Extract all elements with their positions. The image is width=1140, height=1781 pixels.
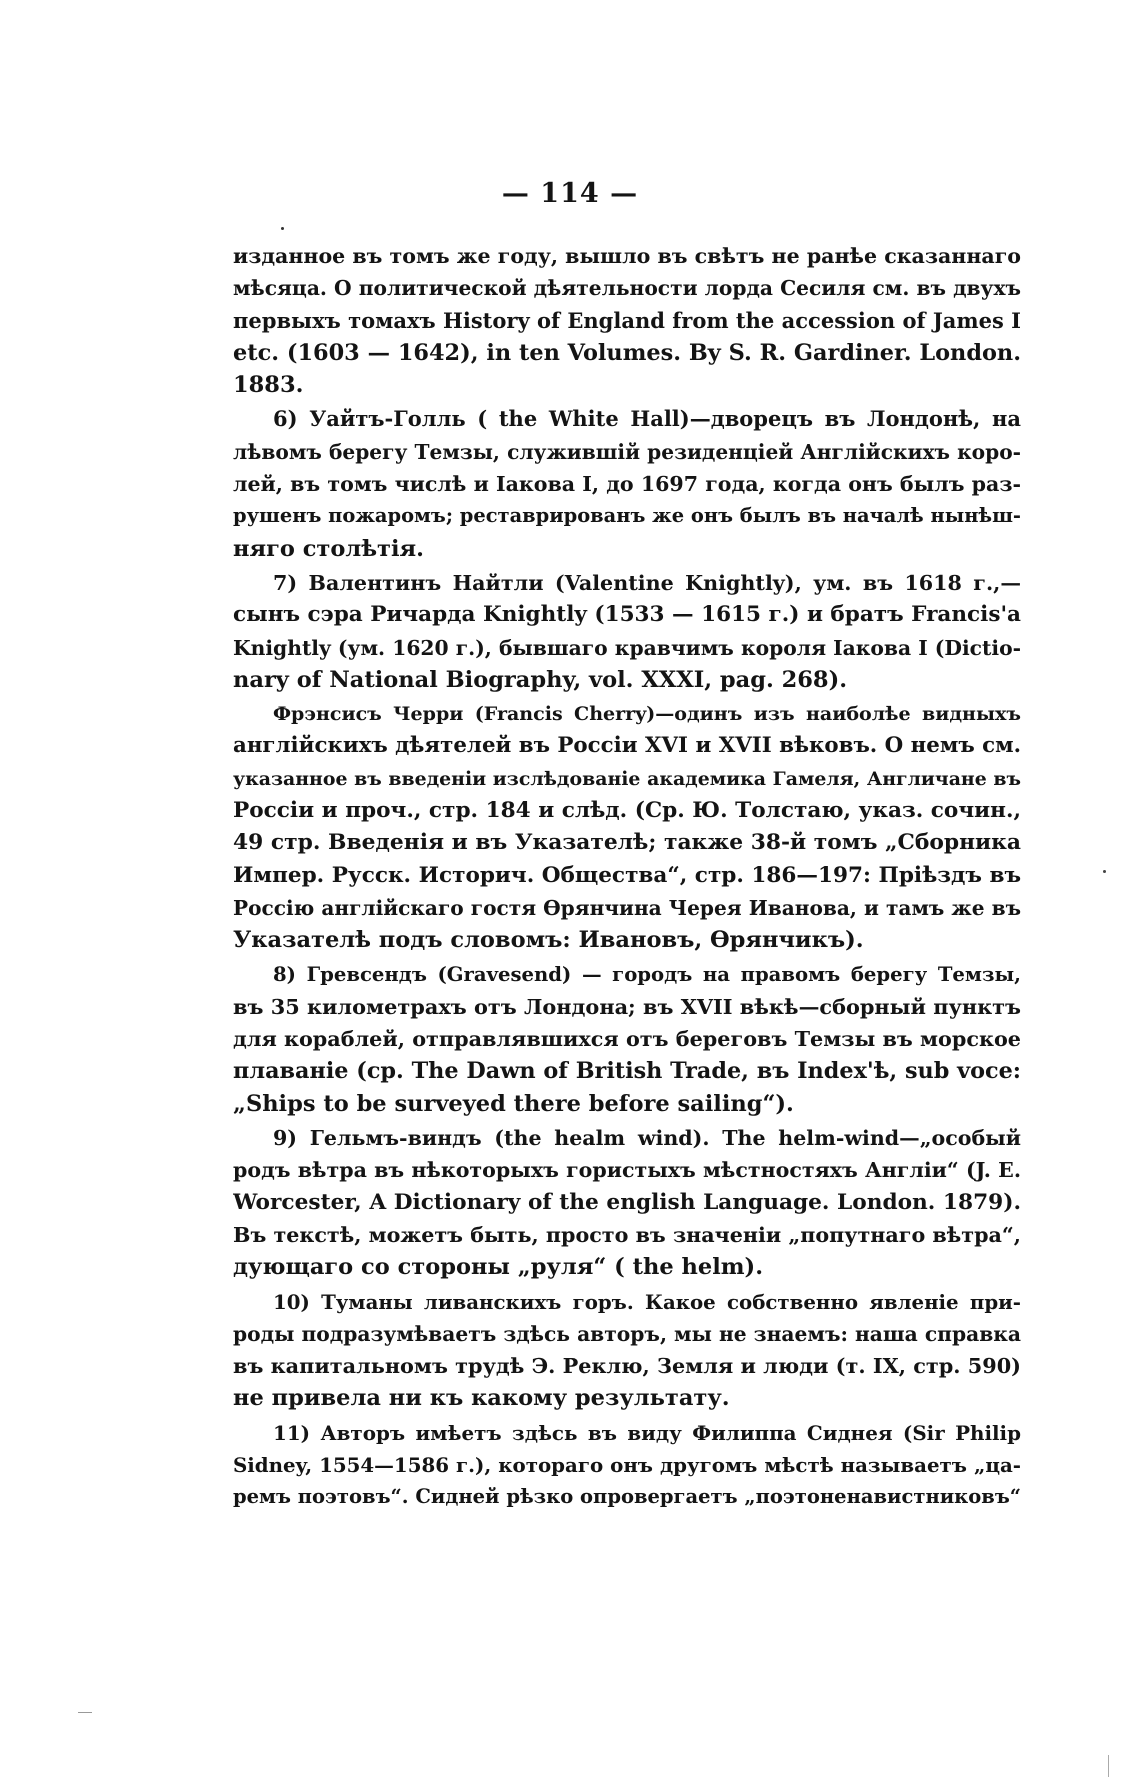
text-line: Указателѣ подъ словомъ: Ивановъ, Өрянчикъ).	[233, 927, 864, 954]
text-line: плаваніе (ср. The Dawn of British Trade, въ Index'ѣ, sub voce:	[233, 1058, 1021, 1085]
note-10	[233, 1286, 1021, 1415]
text-line: Въ текстѣ, можетъ быть, просто въ значеніи „попутнаго вѣтра“,	[233, 1222, 1021, 1247]
text-line: въ капитальномъ трудѣ Э. Реклю, Земля и люди (т. IX, стр. 590)	[233, 1353, 1021, 1379]
text-line: Россію англійскаго гостя Өрянчина Черея Иванова, и тамъ же въ	[233, 895, 1021, 920]
scan-artifact-right	[1108, 1755, 1109, 1777]
text-line: для кораблей, отправлявшихся отъ береговъ Темзы въ морское	[233, 1027, 1021, 1052]
note-cherry	[233, 698, 1021, 956]
text-line: Worcester, A Dictionary of the english Language. London. 1879).	[233, 1189, 1021, 1215]
text-line: роды подразумѣваетъ здѣсь авторъ, мы не знаемъ: наша справка	[233, 1321, 1021, 1346]
text-line: 1883.	[233, 372, 304, 399]
note-8	[233, 959, 1021, 1120]
paragraph-continuation	[233, 240, 1021, 401]
page-number: — 114 —	[501, 178, 639, 209]
text-line: Россіи и проч., стр. 184 и слѣд. (Ср. Ю. Толстаю, указ. сочин.,	[233, 798, 1021, 824]
scan-speck-margin	[1103, 870, 1106, 873]
text-line: Фрэнсисъ Черри (Francis Cherry)—одинъ изъ наиболѣе видныхъ	[273, 703, 1021, 726]
text-line: няго столѣтія.	[233, 535, 424, 562]
text-line: Sidney, 1554—1586 г.), котораго онъ другомъ мѣстѣ называетъ „ца-	[233, 1452, 1021, 1477]
text-line: ремъ поэтовъ“. Сидней рѣзко опровергаетъ „поэтоненавистниковъ“	[233, 1485, 1021, 1509]
text-line: первыхъ томахъ History of England from the accession of James I	[233, 307, 1021, 333]
text-line: въ 35 километрахъ отъ Лондона; въ XVII вѣкѣ—сборный пунктъ	[233, 993, 1021, 1019]
text-line: Импер. Русск. Историч. Общества“, стр. 186—197: Пріѣздъ въ	[233, 862, 1021, 888]
text-line: не привела ни къ какому результату.	[233, 1385, 730, 1412]
text-line: родъ вѣтра въ нѣкоторыхъ гористыхъ мѣстностяхъ Англіи“ (J. E.	[233, 1158, 1021, 1183]
scan-speck	[281, 227, 284, 230]
note-9	[233, 1122, 1021, 1283]
note-7	[233, 567, 1021, 696]
footnotes-text	[233, 240, 1021, 1514]
text-line: рушенъ пожаромъ; реставрированъ же онъ былъ въ началѣ нынѣш-	[233, 504, 1021, 528]
text-line: 8) Гревсендъ (Gravesend) — городъ на правомъ берегу Темзы,	[273, 962, 1021, 986]
text-line: 9) Гельмъ-виндъ (the healm wind). The helm-wind—„особый	[273, 1126, 1021, 1151]
text-line: сынъ сэра Ричарда Knightly (1533 — 1615 г.) и братъ Francis'a	[233, 602, 1021, 628]
note-6	[233, 403, 1021, 564]
text-line: англійскихъ дѣятелей въ Россіи XVI и XVII вѣковъ. О немъ см.	[233, 733, 1021, 759]
text-line: nary of National Biography, vol. XXXI, pag. 268).	[233, 666, 848, 693]
text-line: etc. (1603 — 1642), in ten Volumes. By S. R. Gardiner. London.	[233, 339, 1021, 366]
text-line: 6) Уайтъ-Голль ( the White Hall)—дворецъ въ Лондонѣ, на	[273, 406, 1021, 432]
text-line: „Ships to be surveyed there before sailing“).	[233, 1090, 794, 1117]
note-11	[233, 1417, 1021, 1514]
text-line: указанное въ введеніи изслѣдованіе академика Гамеля, Англичане въ	[233, 767, 1021, 790]
text-line: изданное въ томъ же году, вышло въ свѣтъ не ранѣе сказаннаго	[233, 244, 1021, 268]
text-line: 49 стр. Введенія и въ Указателѣ; также 38-й томъ „Сборника	[233, 830, 1021, 856]
text-line: 11) Авторъ имѣетъ здѣсь въ виду Филиппа Сиднея (Sir Philip	[273, 1420, 1021, 1445]
text-line: дующаго со стороны „руля“ ( the helm).	[233, 1254, 764, 1281]
scan-artifact-left	[78, 1712, 92, 1713]
text-line: лей, въ томъ числѣ и Іакова I, до 1697 года, когда онъ былъ раз-	[233, 472, 1021, 497]
text-line: лѣвомъ берегу Темзы, служившій резиденціей Англійскихъ коро-	[233, 439, 1021, 464]
text-line: мѣсяца. О политической дѣятельности лорда Сесиля см. въ двухъ	[233, 276, 1021, 301]
text-line: Knightly (ум. 1620 г.), бывшаго кравчимъ короля Іакова I (Dictio-	[233, 635, 1021, 660]
text-line: 10) Туманы ливанскихъ горъ. Какое собственно явленіе при-	[273, 1289, 1021, 1314]
text-line: 7) Валентинъ Найтли (Valentine Knightly), ум. въ 1618 г.,—	[273, 570, 1021, 595]
